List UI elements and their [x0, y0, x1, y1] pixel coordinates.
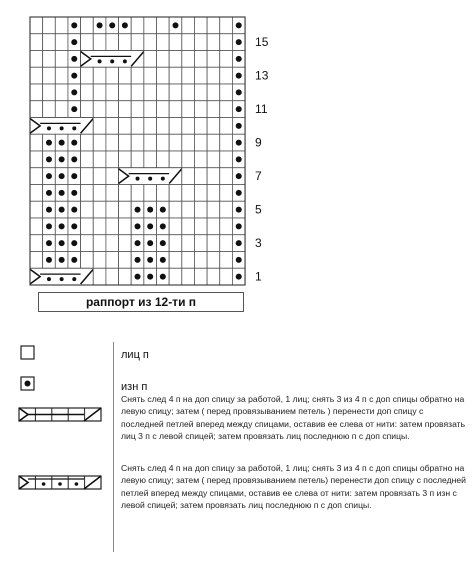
legend-cable-purl-description: Снять след 4 п на доп спицу за работой, 1 лиц; снять 3 из 4 п с доп спицы обратно на левую спицу; затем ( перед провязыванием петель) перенести доп спицу с последней петлей вперед между спицами, оставив ее слева от нити: затем провязать 3 п изн с левой спицей; затем провязать лиц последнюю п с доп спицы.: [121, 463, 466, 511]
knit-cell: [220, 134, 233, 151]
knit-cell: [81, 17, 94, 34]
knit-cell: [182, 201, 195, 218]
purl-dot: [236, 240, 242, 246]
knit-cell: [194, 101, 207, 118]
purl-dot: [236, 257, 242, 263]
knit-cell: [55, 51, 68, 68]
knit-stitch-symbol-icon: [20, 345, 36, 361]
knit-cell: [43, 17, 56, 34]
knit-cell: [169, 218, 182, 235]
purl-dot: [71, 156, 77, 162]
cable-cross-symbol: [81, 51, 144, 68]
cable-knit-symbol-icon: [18, 406, 104, 424]
purl-dot: [71, 257, 77, 263]
knit-cell: [81, 67, 94, 84]
knit-cell: [93, 201, 106, 218]
knit-cell: [207, 134, 220, 151]
knit-cell: [207, 51, 220, 68]
knit-cell: [106, 34, 119, 51]
knit-cell: [30, 252, 43, 269]
knit-cell: [194, 34, 207, 51]
knit-cell: [93, 235, 106, 252]
knit-cell: [93, 218, 106, 235]
knit-cell: [119, 268, 132, 285]
knit-cell: [207, 218, 220, 235]
knit-cell: [144, 101, 157, 118]
chart-grid: [30, 17, 245, 285]
knit-cell: [43, 51, 56, 68]
legend-cable-knit-description: Снять след 4 п на доп спицу за работой, 1 лиц; снять 3 из 4 п с доп спицы обратно на левую спицу; затем ( перед провязыванием петель ) перенести доп спицу с последней петлей вперед между спицами, оставив ее слева от нити: затем провязать лиц 3 п с левой спицей; затем провязать лиц последнюю п с доп спицы.: [121, 394, 466, 442]
knit-cell: [30, 51, 43, 68]
knit-cell: [30, 84, 43, 101]
purl-dot: [71, 39, 77, 45]
knit-cell: [119, 201, 132, 218]
purl-dot: [59, 156, 65, 162]
purl-dot: [236, 140, 242, 146]
knit-cell: [131, 34, 144, 51]
knit-cell: [182, 34, 195, 51]
knit-cell: [30, 67, 43, 84]
knit-cell: [207, 151, 220, 168]
knit-cell: [131, 185, 144, 202]
knit-cell: [194, 218, 207, 235]
legend-purl-title: изн п: [121, 381, 148, 393]
purl-dot: [46, 156, 52, 162]
knit-cell: [194, 201, 207, 218]
knit-cell: [169, 51, 182, 68]
purl-dot: [71, 240, 77, 246]
knit-cell: [131, 84, 144, 101]
knit-cell: [169, 235, 182, 252]
purl-dot: [135, 223, 141, 229]
knit-cell: [169, 268, 182, 285]
knit-cell: [194, 134, 207, 151]
purl-dot: [236, 156, 242, 162]
knit-cell: [131, 101, 144, 118]
knit-cell: [81, 252, 94, 269]
knit-cell: [194, 67, 207, 84]
knit-cell: [131, 17, 144, 34]
purl-dot: [97, 22, 103, 28]
knit-cell: [157, 118, 170, 135]
knit-cell: [169, 185, 182, 202]
knit-cell: [106, 118, 119, 135]
knit-cell: [182, 252, 195, 269]
knit-cell: [182, 151, 195, 168]
row-number: 9: [255, 135, 262, 150]
purl-dot: [109, 22, 115, 28]
row-number: 5: [255, 202, 262, 217]
knit-cell: [207, 34, 220, 51]
purl-stitch-symbol-icon: [20, 376, 36, 392]
knit-cell: [106, 168, 119, 185]
knit-cell: [194, 151, 207, 168]
knit-cell: [169, 252, 182, 269]
knit-cell: [93, 185, 106, 202]
knit-cell: [144, 17, 157, 34]
purl-dot: [236, 56, 242, 62]
knit-cell: [169, 201, 182, 218]
knit-cell: [182, 101, 195, 118]
knit-cell: [220, 101, 233, 118]
purl-dot: [46, 223, 52, 229]
purl-dot: [236, 22, 242, 28]
purl-dot: [147, 240, 153, 246]
knit-cell: [169, 34, 182, 51]
knit-cell: [81, 134, 94, 151]
knit-cell: [131, 151, 144, 168]
knit-cell: [207, 84, 220, 101]
knit-cell: [207, 235, 220, 252]
knit-cell: [55, 34, 68, 51]
purl-dot: [135, 207, 141, 213]
cable-cross-symbol: [30, 118, 93, 135]
knit-cell: [144, 151, 157, 168]
knit-cell: [106, 185, 119, 202]
legend-divider: [113, 342, 114, 552]
knit-cell: [55, 17, 68, 34]
knit-cell: [81, 185, 94, 202]
knit-cell: [93, 118, 106, 135]
knit-cell: [207, 185, 220, 202]
knit-cell: [43, 67, 56, 84]
knit-cell: [157, 67, 170, 84]
purl-dot: [135, 274, 141, 280]
cable-cross-symbol: [119, 168, 182, 185]
knit-cell: [182, 235, 195, 252]
knit-cell: [157, 134, 170, 151]
knit-cell: [81, 235, 94, 252]
knit-cell: [207, 168, 220, 185]
knit-cell: [144, 51, 157, 68]
knit-cell: [81, 34, 94, 51]
knit-cell: [106, 101, 119, 118]
row-numbers: [255, 35, 269, 284]
knit-cell: [81, 151, 94, 168]
purl-dot: [160, 274, 166, 280]
knit-cell: [194, 168, 207, 185]
purl-dot: [236, 73, 242, 79]
purl-dot: [46, 240, 52, 246]
knit-cell: [182, 268, 195, 285]
knit-cell: [182, 185, 195, 202]
purl-dot: [236, 274, 242, 280]
purl-dot: [160, 240, 166, 246]
purl-dot: [135, 257, 141, 263]
knit-cell: [119, 34, 132, 51]
row-number: 7: [255, 169, 262, 184]
knit-cell: [81, 168, 94, 185]
knit-cell: [119, 67, 132, 84]
purl-dot: [236, 106, 242, 112]
rapport-label: раппорт из 12-ти п: [38, 292, 244, 312]
knit-cell: [194, 235, 207, 252]
purl-dot: [236, 173, 242, 179]
knit-cell: [207, 201, 220, 218]
knit-cell: [106, 151, 119, 168]
knit-cell: [30, 201, 43, 218]
knit-cell: [157, 17, 170, 34]
knit-cell: [55, 84, 68, 101]
purl-dot: [46, 173, 52, 179]
knit-cell: [81, 201, 94, 218]
knit-cell: [157, 84, 170, 101]
purl-dot: [46, 190, 52, 196]
purl-dot: [46, 207, 52, 213]
knit-cell: [119, 101, 132, 118]
knit-cell: [30, 17, 43, 34]
knit-cell: [220, 118, 233, 135]
knit-cell: [30, 235, 43, 252]
knit-cell: [157, 34, 170, 51]
knit-cell: [30, 34, 43, 51]
knit-cell: [93, 168, 106, 185]
knit-cell: [81, 84, 94, 101]
knit-cell: [182, 218, 195, 235]
purl-dot: [59, 140, 65, 146]
purl-dot: [71, 140, 77, 146]
purl-dot: [147, 207, 153, 213]
knit-cell: [220, 34, 233, 51]
purl-dot: [59, 173, 65, 179]
purl-dot: [71, 73, 77, 79]
knit-cell: [93, 101, 106, 118]
knit-cell: [131, 67, 144, 84]
purl-dot: [236, 39, 242, 45]
knit-cell: [55, 67, 68, 84]
knit-cell: [220, 151, 233, 168]
purl-dot: [71, 56, 77, 62]
knit-cell: [30, 134, 43, 151]
row-number: 11: [255, 102, 268, 117]
knit-cell: [220, 185, 233, 202]
knit-cell: [30, 185, 43, 202]
knit-cell: [93, 134, 106, 151]
legend-knit-title: лиц п: [121, 349, 149, 361]
knit-cell: [194, 84, 207, 101]
purl-dot: [71, 173, 77, 179]
purl-dot: [135, 240, 141, 246]
knit-cell: [220, 168, 233, 185]
cable-purl-symbol-icon: [18, 474, 104, 492]
purl-dot: [71, 89, 77, 95]
purl-dot: [147, 223, 153, 229]
knit-cell: [182, 84, 195, 101]
knit-cell: [106, 252, 119, 269]
knit-cell: [119, 185, 132, 202]
knit-cell: [157, 101, 170, 118]
knit-cell: [182, 17, 195, 34]
knit-cell: [169, 134, 182, 151]
knit-cell: [182, 134, 195, 151]
knit-cell: [93, 84, 106, 101]
purl-dot: [147, 274, 153, 280]
knit-cell: [207, 252, 220, 269]
knit-cell: [220, 51, 233, 68]
purl-dot: [71, 190, 77, 196]
row-number: 15: [255, 35, 269, 50]
purl-dot: [71, 223, 77, 229]
knit-cell: [119, 218, 132, 235]
knit-cell: [119, 84, 132, 101]
knit-cell: [119, 235, 132, 252]
knit-cell: [106, 235, 119, 252]
knit-cell: [144, 134, 157, 151]
row-number: 1: [255, 269, 262, 284]
knit-cell: [30, 218, 43, 235]
knit-cell: [144, 185, 157, 202]
knit-cell: [93, 252, 106, 269]
knit-cell: [194, 118, 207, 135]
row-number: 13: [255, 68, 269, 83]
knit-cell: [157, 51, 170, 68]
knit-cell: [169, 67, 182, 84]
cable-cross-symbol: [30, 268, 93, 285]
purl-dot: [160, 223, 166, 229]
knit-cell: [30, 101, 43, 118]
purl-dot: [236, 89, 242, 95]
purl-dot: [236, 190, 242, 196]
knit-cell: [194, 51, 207, 68]
purl-dot: [172, 22, 178, 28]
purl-dot: [236, 123, 242, 129]
knit-cell: [220, 268, 233, 285]
knit-cell: [106, 84, 119, 101]
knit-cell: [169, 118, 182, 135]
purl-dot: [71, 22, 77, 28]
knit-cell: [106, 218, 119, 235]
knit-cell: [169, 84, 182, 101]
knit-cell: [194, 252, 207, 269]
purl-dot: [160, 257, 166, 263]
purl-dot: [147, 257, 153, 263]
knit-cell: [144, 67, 157, 84]
knit-cell: [30, 168, 43, 185]
purl-dot: [59, 223, 65, 229]
knit-cell: [43, 101, 56, 118]
knit-cell: [55, 101, 68, 118]
knit-cell: [93, 268, 106, 285]
purl-dot: [160, 207, 166, 213]
knit-cell: [93, 67, 106, 84]
knit-cell: [194, 17, 207, 34]
knit-cell: [220, 67, 233, 84]
knit-cell: [182, 67, 195, 84]
knit-cell: [220, 84, 233, 101]
knit-cell: [106, 67, 119, 84]
knit-cell: [119, 252, 132, 269]
knit-cell: [119, 151, 132, 168]
knit-cell: [106, 268, 119, 285]
knit-cell: [207, 17, 220, 34]
purl-dot: [122, 22, 128, 28]
knit-cell: [169, 151, 182, 168]
knit-cell: [169, 101, 182, 118]
knit-cell: [131, 134, 144, 151]
knit-cell: [81, 218, 94, 235]
knit-cell: [30, 151, 43, 168]
purl-dot: [236, 207, 242, 213]
knit-cell: [119, 134, 132, 151]
knit-cell: [144, 84, 157, 101]
knit-cell: [220, 201, 233, 218]
knit-cell: [207, 67, 220, 84]
knit-cell: [194, 268, 207, 285]
purl-dot: [59, 240, 65, 246]
knit-cell: [182, 168, 195, 185]
purl-dot: [71, 207, 77, 213]
knit-cell: [106, 201, 119, 218]
knit-cell: [43, 84, 56, 101]
purl-dot: [71, 106, 77, 112]
purl-dot: [46, 140, 52, 146]
knit-cell: [93, 34, 106, 51]
purl-dot: [236, 223, 242, 229]
knit-cell: [131, 118, 144, 135]
knit-cell: [220, 235, 233, 252]
knit-cell: [220, 17, 233, 34]
knit-cell: [43, 34, 56, 51]
knit-cell: [81, 101, 94, 118]
knit-cell: [157, 151, 170, 168]
knit-cell: [106, 134, 119, 151]
purl-dot: [59, 257, 65, 263]
knit-cell: [144, 34, 157, 51]
knit-cell: [93, 151, 106, 168]
row-number: 3: [255, 236, 262, 251]
knit-cell: [144, 118, 157, 135]
knit-cell: [207, 101, 220, 118]
knit-cell: [119, 118, 132, 135]
knit-cell: [220, 252, 233, 269]
purl-dot: [59, 190, 65, 196]
purl-dot: [59, 207, 65, 213]
knit-cell: [207, 268, 220, 285]
knit-cell: [182, 118, 195, 135]
knit-cell: [207, 118, 220, 135]
knit-cell: [194, 185, 207, 202]
knit-cell: [220, 218, 233, 235]
knit-cell: [182, 51, 195, 68]
knit-cell: [157, 185, 170, 202]
purl-dot: [46, 257, 52, 263]
